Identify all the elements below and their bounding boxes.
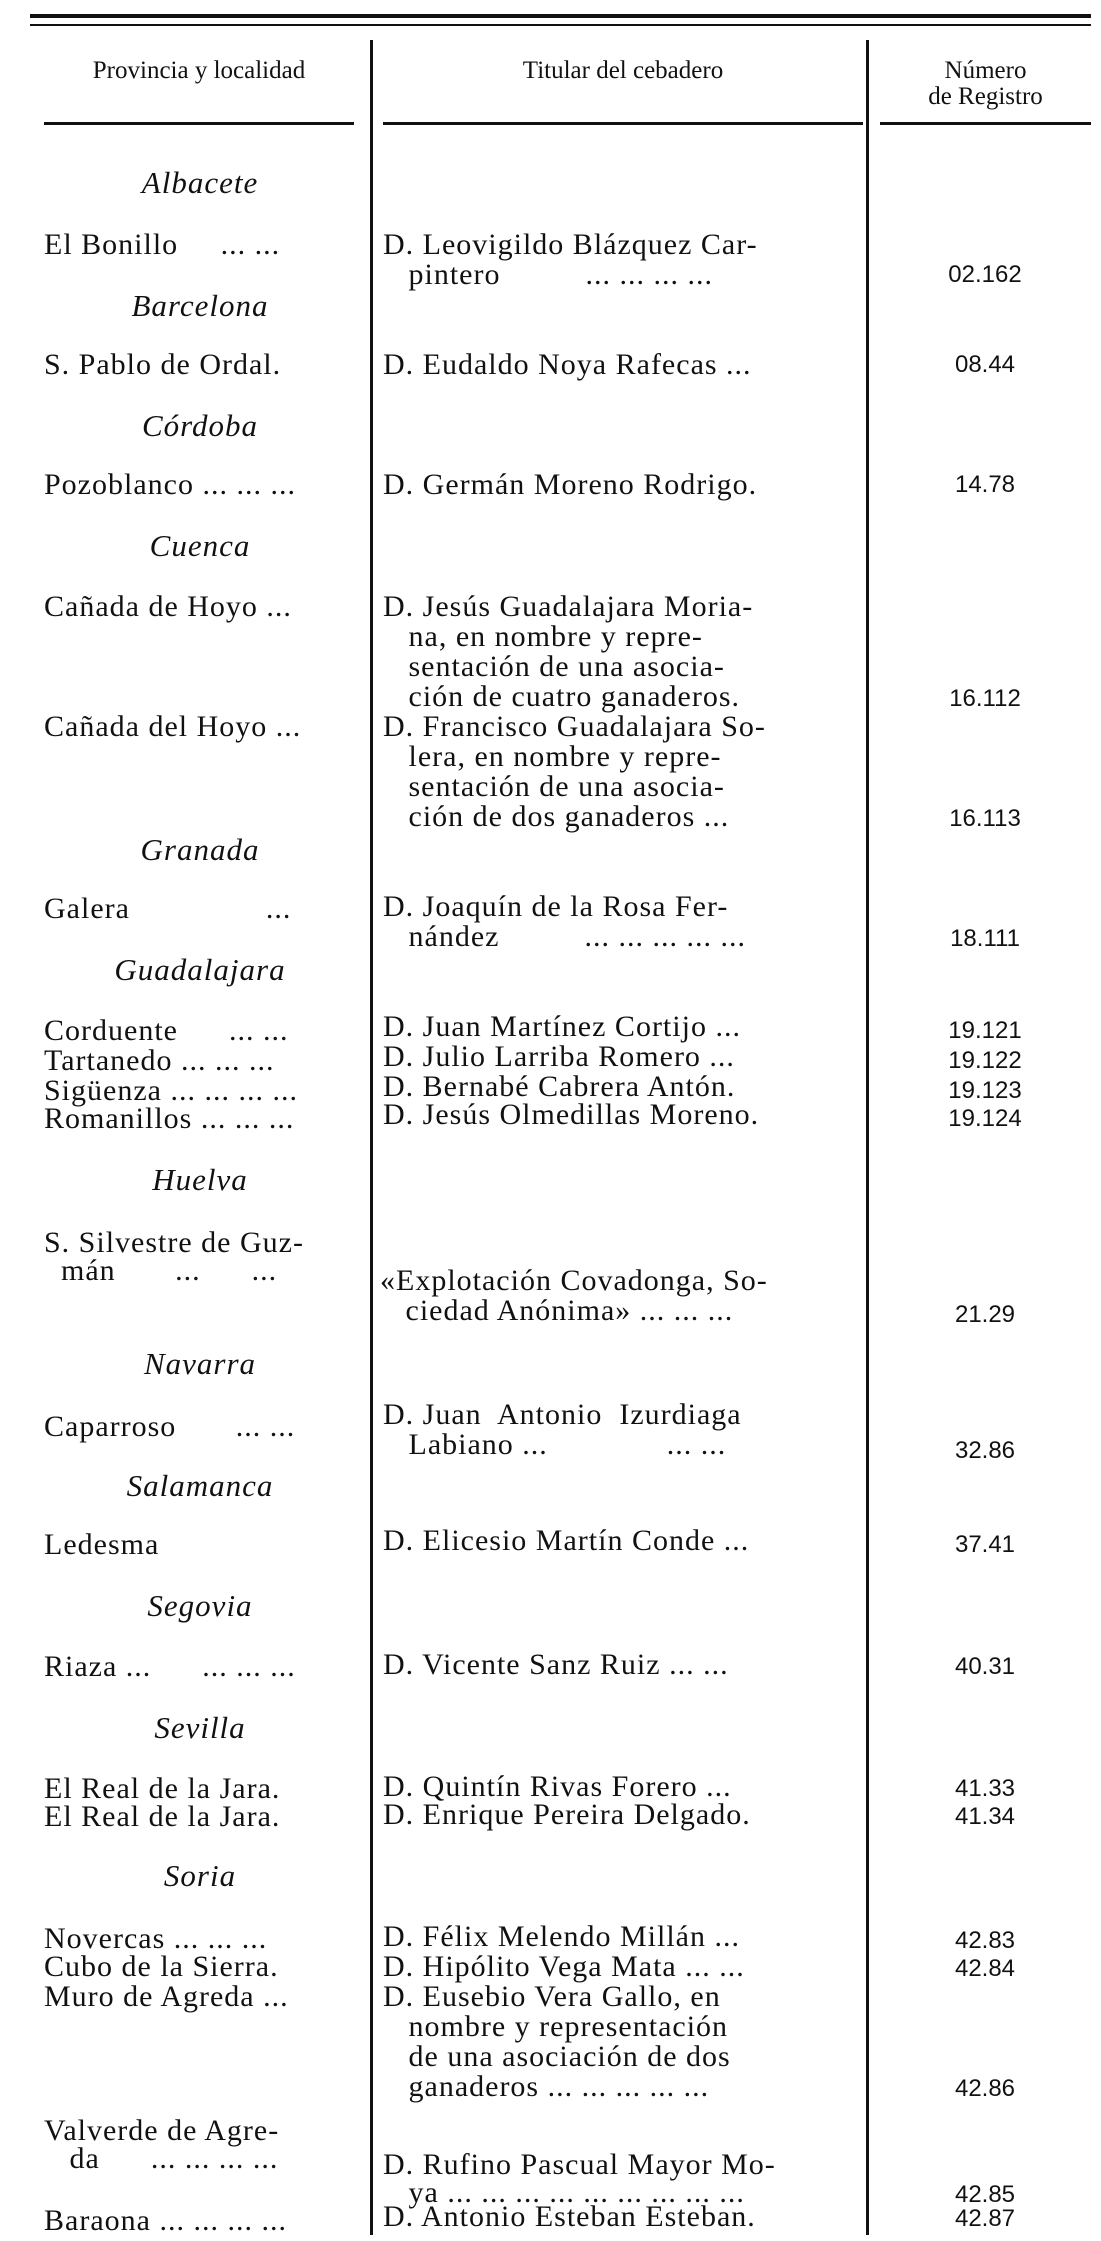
holder-line: D. Juan Antonio Izurdiaga [383,1398,742,1431]
header-rule-col1 [44,122,354,125]
register-number: 41.33 [954,1775,1016,1802]
register-number: 14.78 [954,471,1016,498]
holder-line: D. Antonio Esteban Esteban. [383,2200,756,2233]
holder-line: D. Leovigildo Blázquez Car- [383,228,758,261]
locality: S. Pablo de Ordal. [44,348,282,381]
province-heading: Barcelona [131,288,269,323]
locality: Riaza ... ... ... ... [44,1650,296,1683]
locality: Valverde de Agre- [44,2114,280,2147]
holder-line: ya ... ... ... ... ... ... ... ... ... [383,2176,745,2209]
header-province-locality: Provincia y localidad [92,57,306,84]
locality: El Bonillo ... ... [44,228,281,261]
holder-line: lera, en nombre y repre- [383,740,722,773]
register-number: 08.44 [954,351,1016,378]
holder-line: D. Elicesio Martín Conde ... [383,1524,750,1557]
holder-line: D. Jesús Guadalajara Moria- [383,590,754,623]
holder-line: ción de cuatro ganaderos. [383,680,741,713]
locality: Galera ... [44,892,292,925]
top-rule-thin [30,24,1091,26]
register-number: 19.121 [948,1017,1022,1044]
locality: Ledesma [44,1528,160,1561]
locality: Romanillos ... ... ... [44,1102,295,1135]
holder-line: «Explotación Covadonga, So- [380,1264,768,1297]
province-heading: Guadalajara [114,952,286,987]
holder-line: pintero ... ... ... ... [383,258,713,291]
register-number: 42.87 [954,2205,1016,2232]
province-heading: Sevilla [154,1710,246,1745]
locality: Novercas ... ... ... [44,1922,268,1955]
holder-line: nombre y representación [383,2010,729,2043]
header-register-number-line2: de Registro [928,83,1043,110]
register-number: 16.113 [949,805,1021,832]
holder-line: ganaderos ... ... ... ... ... [383,2070,710,2103]
locality: El Real de la Jara. [44,1800,281,1833]
register-number: 41.34 [954,1803,1016,1830]
province-heading: Granada [140,832,260,867]
holder-line: de una asociación de dos [383,2040,731,2073]
holder-line: nández ... ... ... ... ... [383,920,746,953]
register-number: 16.112 [949,685,1021,712]
locality: S. Silvestre de Guz- [44,1226,304,1259]
register-number: 32.86 [954,1437,1016,1464]
locality: da ... ... ... ... [44,2142,279,2175]
holder-line: D. Julio Larriba Romero ... [383,1040,735,1073]
locality: Baraona ... ... ... ... [44,2204,287,2237]
holder-line: D. Hipólito Vega Mata ... ... [383,1950,745,1983]
holder-line: ción de dos ganaderos ... [383,800,730,833]
province-heading: Soria [163,1858,237,1893]
holder-line: Labiano ... ... ... [383,1428,727,1461]
register-number: 19.124 [948,1105,1022,1132]
province-heading: Cuenca [149,528,251,563]
locality: Cubo de la Sierra. [44,1950,279,1983]
header-rule-col3 [880,122,1091,125]
register-number: 40.31 [954,1653,1016,1680]
register-number: 19.122 [948,1047,1022,1074]
province-heading: Huelva [152,1162,248,1197]
holder-line: sentación de una asocia- [383,770,725,803]
register-number: 37.41 [954,1531,1016,1558]
holder-line: sentación de una asocia- [383,650,725,683]
register-number: 21.29 [954,1301,1016,1328]
holder-line: D. Vicente Sanz Ruiz ... ... [383,1648,729,1681]
register-number: 42.86 [954,2075,1016,2102]
holder-line: D. Juan Martínez Cortijo ... [383,1010,741,1043]
register-number: 18.111 [950,925,1020,952]
holder-line: D. Quintín Rivas Forero ... [383,1770,732,1803]
register-number: 42.85 [954,2181,1016,2208]
province-heading: Segovia [147,1588,253,1623]
province-heading: Salamanca [126,1468,274,1503]
holder-line: D. Félix Melendo Millán ... [383,1920,740,1953]
register-number: 42.83 [954,1927,1016,1954]
locality: mán ... ... [44,1254,278,1287]
holder-line: na, en nombre y repre- [383,620,703,653]
locality: Tartanedo ... ... ... [44,1044,275,1077]
locality: Muro de Agreda ... [44,1980,289,2013]
locality: Corduente ... ... [44,1014,289,1047]
holder-line: D. Enrique Pereira Delgado. [383,1798,751,1831]
locality: Cañada del Hoyo ... [44,710,302,743]
province-heading: Navarra [143,1346,257,1381]
holder-line: D. Rufino Pascual Mayor Mo- [383,2148,776,2181]
top-rule-thick [30,14,1091,18]
header-holder: Titular del cebadero [522,57,724,84]
header-rule-col2 [383,122,863,125]
holder-line: D. Eudaldo Noya Rafecas ... [383,348,752,381]
header-register-number-line1: Número [944,57,1027,84]
province-heading: Albacete [141,165,259,200]
province-heading: Córdoba [141,408,259,443]
holder-line: D. Jesús Olmedillas Moreno. [383,1098,760,1131]
locality: Cañada de Hoyo ... [44,590,292,623]
locality: Sigüenza ... ... ... ... [44,1074,298,1107]
register-number: 02.162 [948,261,1022,288]
column-divider-left [370,40,373,2235]
holder-line: D. Germán Moreno Rodrigo. [383,468,758,501]
register-number: 42.84 [954,1955,1016,1982]
register-number: 19.123 [948,1077,1022,1104]
locality: Pozoblanco ... ... ... [44,468,296,501]
holder-line: D. Eusebio Vera Gallo, en [383,1980,721,2013]
holder-line: D. Francisco Guadalajara So- [383,710,766,743]
holder-line: ciedad Anónima» ... ... ... [380,1294,734,1327]
holder-line: D. Joaquín de la Rosa Fer- [383,890,729,923]
locality: El Real de la Jara. [44,1772,281,1805]
holder-line: D. Bernabé Cabrera Antón. [383,1070,736,1103]
locality: Caparroso ... ... [44,1410,296,1443]
